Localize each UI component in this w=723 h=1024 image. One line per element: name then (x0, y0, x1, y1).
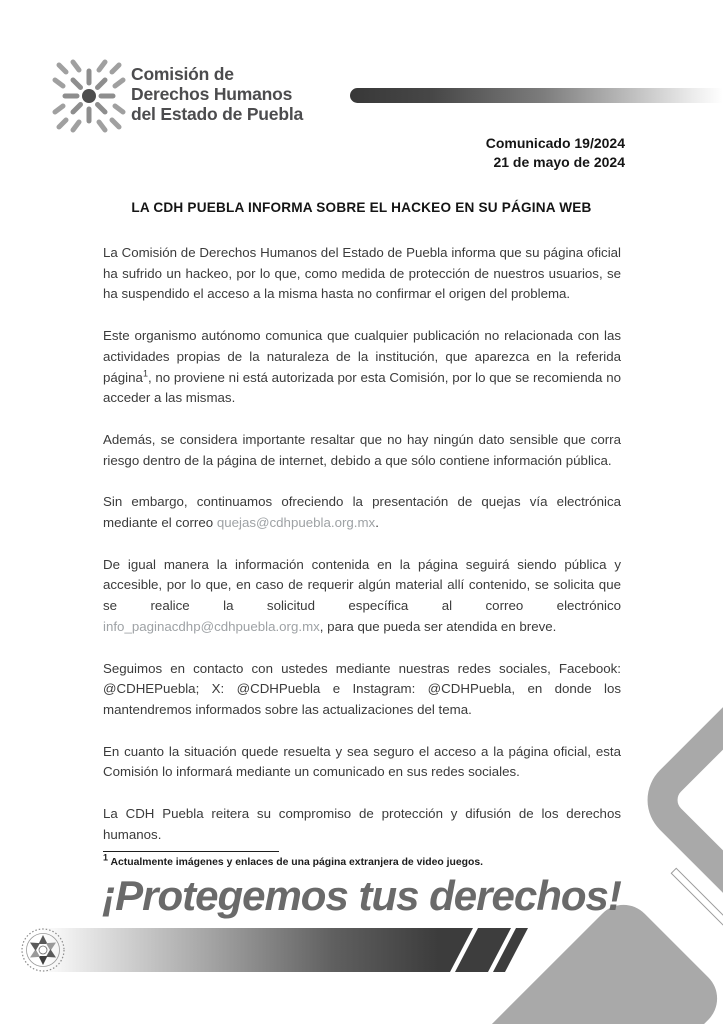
paragraph-6 (103, 659, 621, 721)
document-title: LA CDH PUEBLA INFORMA SOBRE EL HACKEO EN SU PÁGINA WEB (131, 200, 592, 215)
paragraph-2 (103, 326, 621, 409)
text-segment: La CDH Puebla reitera su compromiso de protección y difusión de los derechos humanos. (103, 806, 621, 842)
text-segment: , no proviene ni está autorizada por esta Comisión, por lo que se recomienda no acceder a las mismas. (103, 369, 621, 406)
text-segment: Sin embargo, continuamos ofreciendo la presentación de quejas vía electrónica mediante el correo (103, 494, 621, 531)
text-segment: Además, se considera importante resaltar que no hay ningún dato sensible que corra riesgo dentro de la página de internet, debido a que sólo contiene información pública. (103, 431, 621, 468)
seal-icon (20, 927, 66, 973)
footnote-ref: 1 (103, 852, 109, 863)
comunicado-number: Comunicado 19/2024 (485, 135, 625, 151)
footnote-ref: 1 (142, 368, 148, 379)
text-segment: Este organismo autónomo comunica que cualquier publicación no relacionada con las actividades propias de la naturaleza de la institución, que aparezca en la referida página (103, 328, 621, 385)
text-segment: Seguimos en contacto con ustedes mediante nuestras redes sociales, Facebook: @CDHEPuebla; X: @CDHPuebla e Instagram: @CDHPuebla, en donde los mantendremos informados sobre las actualizaciones del tema. (103, 660, 621, 717)
text-segment: En cuanto la situación quede resuelta y sea seguro el acceso a la página oficial, esta Comisión lo informará mediante un comunicado en sus redes sociales. (103, 743, 621, 780)
org-name-line2: Derechos Humanos (131, 84, 293, 104)
text-segment: , para que pueda ser atendida en breve. (319, 618, 557, 634)
org-name (131, 64, 303, 124)
org-name-line1: Comisión de (131, 64, 234, 84)
paragraph-7 (103, 742, 621, 783)
paragraph-5 (103, 555, 621, 638)
comunicado-block (486, 134, 625, 172)
cdh-logo-icon (50, 56, 128, 136)
email-link[interactable]: quejas@cdhpuebla.org.mx (216, 515, 376, 531)
email-link[interactable]: info_paginacdhp@cdhpuebla.org.mx (103, 618, 320, 634)
text-segment: . (375, 515, 379, 531)
paragraph-1 (103, 243, 621, 305)
org-name-line3: del Estado de Puebla (131, 104, 304, 124)
text-segment: La Comisión de Derechos Humanos del Estado de Puebla informa que su página oficial ha sufrido un hackeo, por lo que, como medida de protección de nuestros usuarios, se ha suspendido el acceso a la misma hasta no confirmar el origen del problema. (103, 245, 621, 302)
text-segment: De igual manera la información contenida en la página seguirá siendo pública y accesible, por lo que, en caso de requerir algún material allí contenido, se solicita que se realice la solicitud específica al correo electrónico (103, 556, 621, 614)
text-segment: Actualmente imágenes y enlaces de una página extranjera de video juegos. (108, 857, 483, 868)
slogan: ¡Protegemos tus derechos! (102, 872, 621, 919)
header-gradient-bar (350, 88, 723, 103)
document-body (103, 243, 621, 866)
paragraph-8 (103, 804, 621, 845)
footnote (103, 852, 623, 868)
paragraph-3 (103, 430, 621, 471)
footer-gradient-bar (40, 928, 473, 972)
comunicado-date: 21 de mayo de 2024 (493, 154, 625, 170)
paragraph-4 (103, 492, 621, 533)
